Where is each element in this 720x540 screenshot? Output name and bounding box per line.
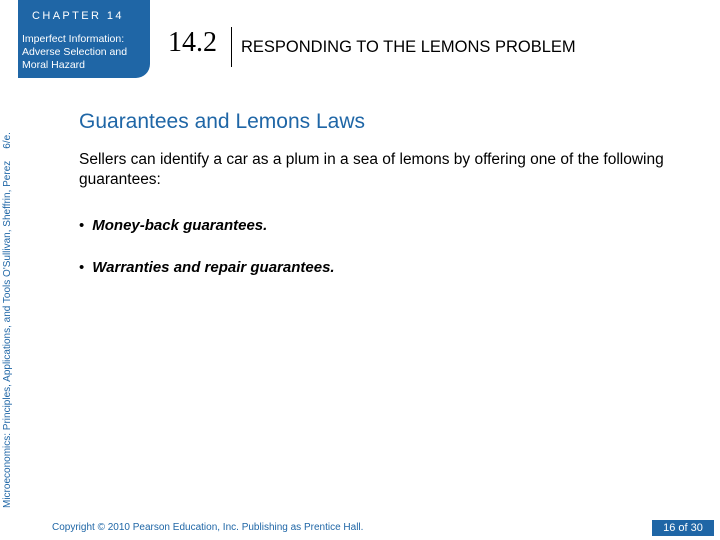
bullet-text: Money-back guarantees. [92,217,268,234]
bullet-item [79,217,267,234]
bullet-text: Warranties and repair guarantees. [92,259,335,276]
page-current: 16 [663,522,676,534]
bullet-dot-icon: • [79,259,85,276]
section-number: 14.2 [168,27,217,58]
bullet-item [79,259,335,276]
chapter-subtitle: Imperfect Information: Adverse Selection and Moral Hazard [22,33,128,71]
body-paragraph: Sellers can identify a car as a plum in a sea of lemons by offering one of the following guarantees: [79,151,664,188]
section-title: RESPONDING TO THE LEMONS PROBLEM [241,38,576,56]
section-divider [231,27,232,67]
sidebar-book-info [2,132,13,508]
edition-text: 6/e. [2,132,13,149]
footer-copyright: Copyright © 2010 Pearson Education, Inc. Publishing as Prentice Hall. [52,522,364,533]
bullet-dot-icon: • [79,217,85,234]
book-info-text: Microeconomics: Principles, Applications, and Tools O'Sullivan, Sheffrin, Perez [2,160,13,508]
page-total: 30 [690,522,703,534]
chapter-label: CHAPTER 14 [32,10,124,22]
page-indicator [652,520,714,536]
page-of: of [678,522,688,534]
slide-heading: Guarantees and Lemons Laws [79,110,366,133]
